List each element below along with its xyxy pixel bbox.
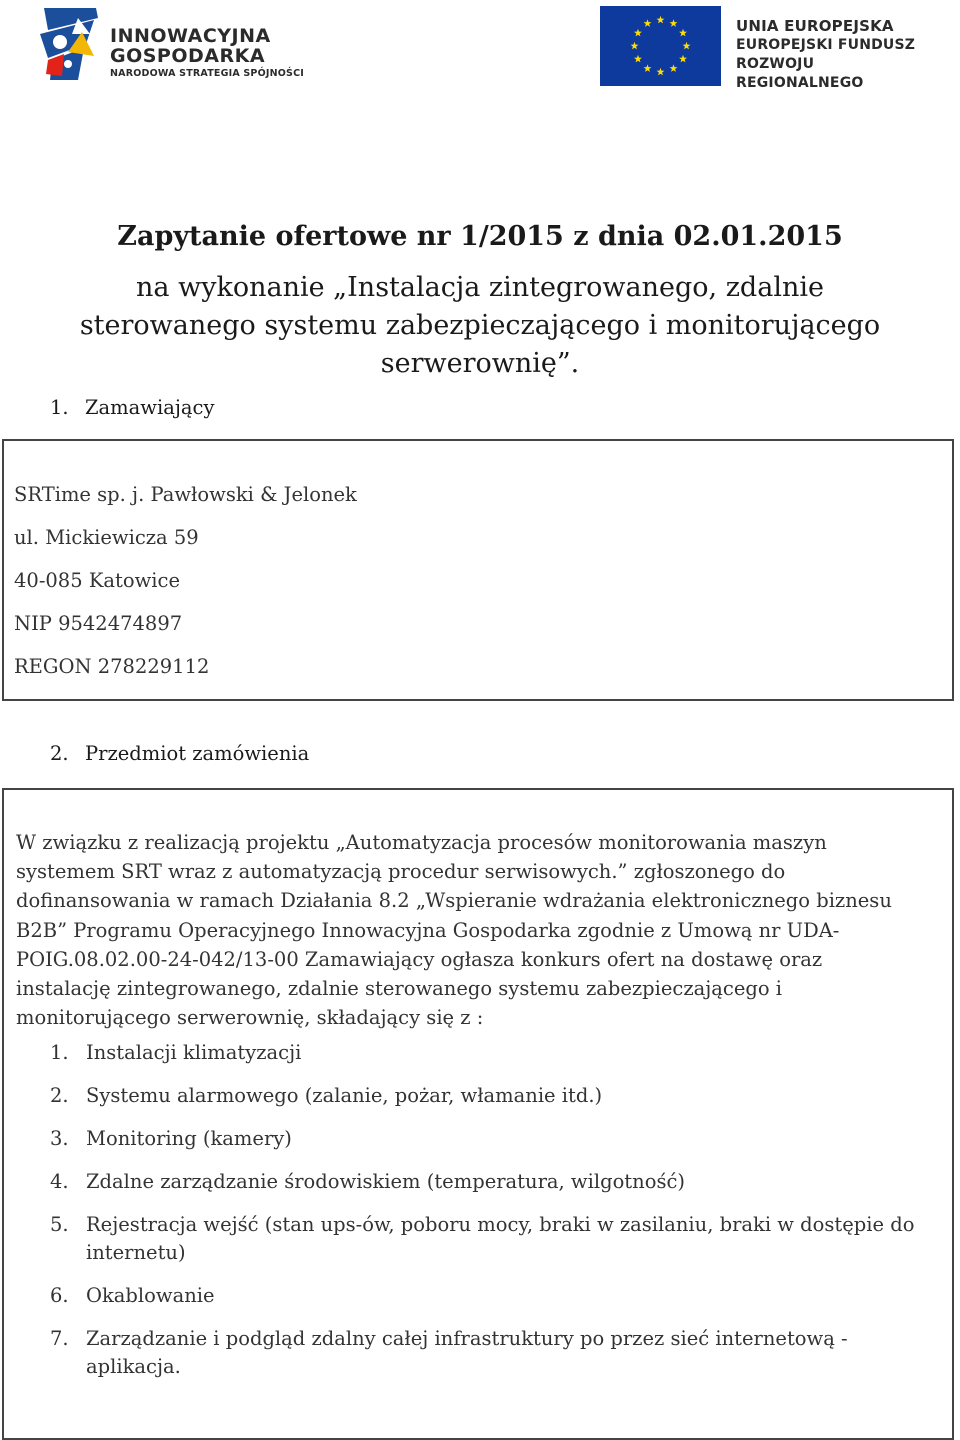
section-2-number: 2.: [50, 742, 69, 765]
list-item: [50, 1082, 930, 1110]
document-title: Zapytanie ofertowe nr 1/2015 z dnia 02.01.2015: [117, 221, 843, 252]
eu-text-rozwoju: ROZWOJU REGIONALNEGO: [736, 56, 864, 91]
eu-star-icon: [670, 19, 678, 27]
list-item: [50, 1039, 930, 1067]
list-item-text: Okablowanie: [86, 1284, 215, 1307]
eu-star-icon: [631, 42, 639, 50]
section-1-heading: [50, 396, 214, 419]
list-item-text: internetu): [86, 1240, 186, 1264]
subtitle-line-2: sterowanego systemu zabezpieczającego i monitorującego: [79, 310, 881, 341]
list-item-text: Systemu alarmowego (zalanie, pożar, włamanie itd.): [86, 1084, 603, 1107]
section-1-title: Zamawiający: [85, 396, 215, 419]
eu-text-unia: UNIA EUROPEJSKA: [736, 17, 894, 35]
description-line: B2B” Programu Operacyjnego Innowacyjna Gospodarka zgodnie z Umową nr UDA-: [16, 918, 840, 942]
list-item-text: aplikacja.: [86, 1354, 181, 1378]
subtitle-line-3: serwerownię”.: [380, 348, 580, 379]
eu-star-icon: [657, 68, 665, 76]
eu-star-icon: [634, 55, 642, 63]
section-2-heading: [50, 742, 309, 765]
list-item-number: 1.: [50, 1041, 69, 1064]
list-item-number: 5.: [50, 1213, 69, 1236]
subtitle-line-1: na wykonanie „Instalacja zintegrowanego, zdalnie: [136, 272, 824, 303]
eu-star-icon: [670, 64, 678, 72]
list-item-text: Zdalne zarządzanie środowiskiem (temperatura, wilgotność): [86, 1170, 685, 1193]
list-item: [50, 1125, 930, 1153]
description-line: instalację zintegrowanego, zdalnie sterowanego systemu zabezpieczającego i: [16, 977, 783, 1001]
description-line: POIG.08.02.00-24-042/13-00 Zamawiający ogłasza konkurs ofert na dostawę oraz: [16, 947, 823, 971]
eu-star-icon: [644, 64, 652, 72]
list-item-number: 6.: [50, 1284, 69, 1307]
innowacyjna-gospodarka-emblem-icon: [38, 4, 110, 84]
eu-flag-icon: [600, 6, 721, 86]
eu-star-icon: [644, 19, 652, 27]
description-line: dofinansowania w ramach Działania 8.2 „Wspieranie wdrażania elektronicznego biznesu: [16, 889, 892, 913]
logo-text-innowacyjna: INNOWACYJNA: [110, 25, 271, 47]
list-item-text: Instalacji klimatyzacji: [86, 1041, 302, 1064]
eu-star-icon: [634, 29, 642, 37]
contractor-name: SRTime sp. j. Pawłowski & Jelonek: [14, 483, 357, 506]
eu-logo: [600, 6, 945, 91]
list-item: [50, 1325, 930, 1380]
list-item: [50, 1168, 930, 1196]
document-subtitle: [0, 269, 960, 383]
list-item-number: 2.: [50, 1084, 69, 1107]
section-2-title: Przedmiot zamówienia: [85, 742, 310, 765]
list-item-text: Monitoring (kamery): [86, 1127, 292, 1150]
description-line: systemem SRT wraz z automatyzacją procedur serwisowych.” zgłoszonego do: [16, 860, 786, 884]
description-line: monitorującego serwerownię, składający się z :: [16, 1006, 484, 1030]
list-item: [50, 1282, 930, 1310]
contractor-street: ul. Mickiewicza 59: [14, 526, 199, 549]
eu-star-icon: [683, 42, 691, 50]
eu-star-icon: [679, 55, 687, 63]
list-item-number: 7.: [50, 1327, 69, 1350]
section-1-number: 1.: [50, 396, 69, 419]
eu-star-icon: [679, 29, 687, 37]
logo-text-strategia: NARODOWA STRATEGIA SPÓJNOŚCI: [110, 68, 304, 79]
order-subject-box: [2, 788, 954, 1440]
description-line: W związku z realizacją projektu „Automatyzacja procesów monitorowania maszyn: [16, 831, 827, 854]
innowacyjna-gospodarka-logo: [38, 4, 308, 86]
list-item: [50, 1211, 930, 1266]
eu-star-icon: [657, 16, 665, 24]
contractor-regon: REGON 278229112: [14, 655, 210, 678]
list-item-number: 3.: [50, 1127, 69, 1150]
eu-stars-icon: [600, 6, 721, 86]
list-item-text: Zarządzanie i podgląd zdalny całej infrastruktury po przez sieć internetową -: [86, 1327, 848, 1350]
contractor-nip: NIP 9542474897: [14, 612, 183, 635]
logo-text-gospodarka: GOSPODARKA: [110, 45, 266, 67]
eu-text-fundusz: EUROPEJSKI FUNDUSZ: [736, 37, 916, 53]
list-item-number: 4.: [50, 1170, 69, 1193]
contractor-city: 40-085 Katowice: [14, 569, 180, 592]
list-item-text: Rejestracja wejść (stan ups-ów, poboru mocy, braki w zasilaniu, braki w dostępie do: [86, 1213, 915, 1236]
order-description: [16, 828, 936, 1032]
contractor-info-box: [2, 439, 954, 701]
